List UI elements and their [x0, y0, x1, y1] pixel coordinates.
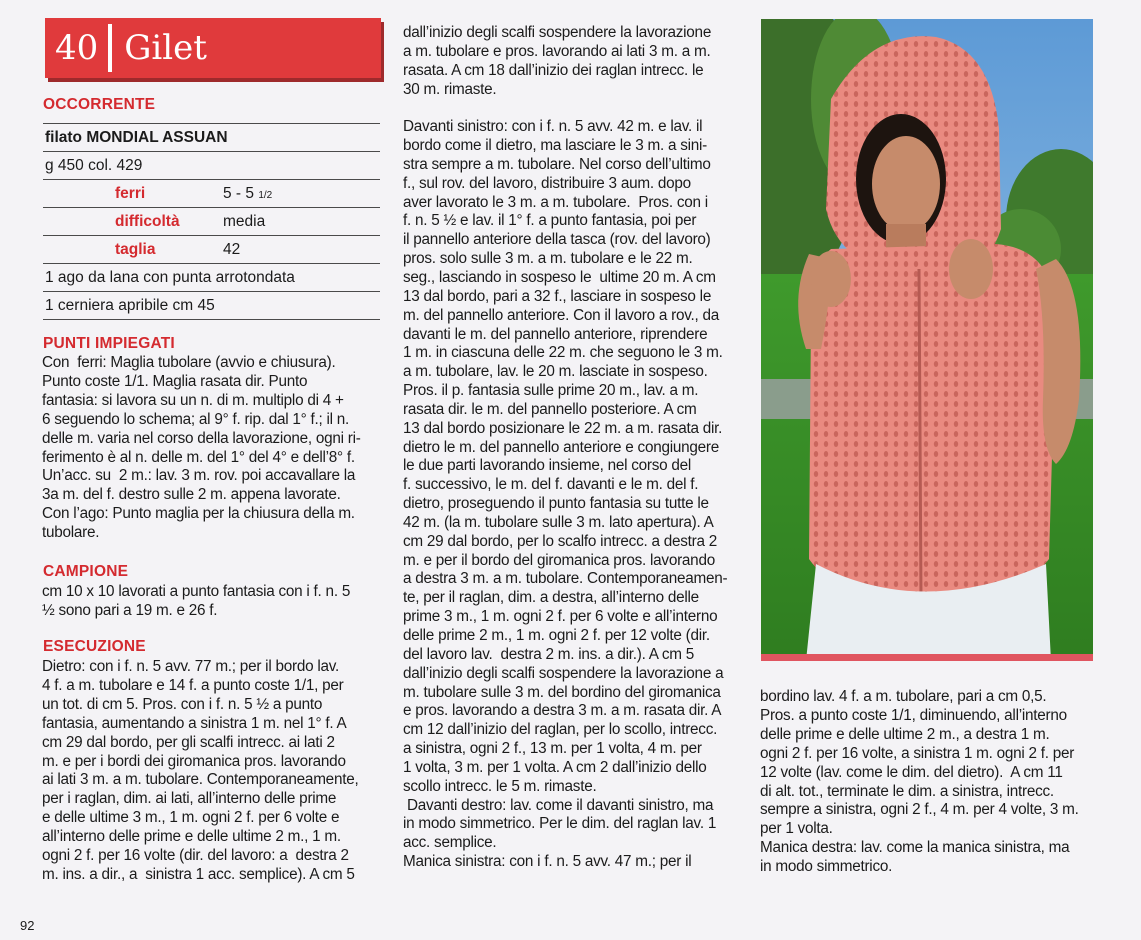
- ferri-value: 5 - 5 1/2: [223, 185, 273, 202]
- pattern-number: 40: [55, 28, 99, 68]
- yarn-amount-row: [43, 152, 380, 180]
- ferri-label: ferri: [115, 185, 146, 202]
- instructions-column-3: bordino lav. 4 f. a m. tubolare, pari a cm 0,5. Pros. a punto coste 1/1, diminuendo, all’interno delle prime e delle ultime 2 m., a destra 1 m. ogni 2 f. per 16 volte, a sinistra 1 m. ogni 2 f. per 12 volte (lav. come le dim. del dietro). A cm 11 di alt. tot., terminate le dim. a sinistra, intrecc. sempre a sinistra, ogni 2 f., 4 m. per 4 volte, 3 m. per 1 volta. Manica destra: lav. come la manica sinistra, ma in modo simmetrico.: [760, 688, 1079, 876]
- materials-row-difficolta: [43, 208, 380, 236]
- campione-heading: CAMPIONE: [43, 563, 129, 580]
- materials-extra-needle: 1 ago da lana con punta arrotondata: [43, 264, 380, 292]
- model-photo: [761, 19, 1093, 661]
- page-number: 92: [20, 918, 35, 933]
- photo-bottom-border: [761, 654, 1093, 661]
- esecuzione-heading: ESECUZIONE: [43, 638, 146, 655]
- taglia-label: taglia: [115, 241, 156, 258]
- yarn-name: MONDIAL ASSUAN: [86, 129, 228, 146]
- pattern-title-banner: [45, 18, 381, 78]
- difficolta-label: difficoltà: [115, 213, 180, 230]
- pattern-title: Gilet: [124, 28, 207, 68]
- yarn-amount: g 450 col. 429: [45, 157, 143, 174]
- difficolta-value: media: [223, 213, 266, 230]
- materials-row-ferri: [43, 180, 380, 208]
- punti-text: Con ferri: Maglia tubolare (avvio e chiusura). Punto coste 1/1. Maglia rasata dir. Punto fantasia: si lavora su un n. di m. multiplo di 4 + 6 seguendo lo schema; al 9° f. rip. dal 1° f.; il n. delle m. varia nel corso della lavorazione, ogni ri- ferimento è al n. delle m. del 1° del 4° e dell’8° f. Un’acc. su 2 m.: lav. 3 m. rov. poi accavallare la 3a m. del f. destro sulle 2 m. appena lavorate. Con l’ago: Punto maglia per la chiusura della m. tubolare.: [42, 354, 361, 542]
- occorrente-heading: OCCORRENTE: [43, 96, 156, 113]
- campione-text: cm 10 x 10 lavorati a punto fantasia con i f. n. 5 ½ sono pari a 19 m. e 26 f.: [42, 583, 351, 619]
- taglia-value: 42: [223, 241, 241, 258]
- materials-table: [43, 123, 380, 320]
- punti-heading: PUNTI IMPIEGATI: [43, 335, 175, 352]
- yarn-row: [43, 123, 380, 152]
- photo-illustration: [761, 19, 1093, 661]
- esecuzione-text: Dietro: con i f. n. 5 avv. 77 m.; per il bordo lav. 4 f. a m. tubolare e 14 f. a punto coste 1/1, per un tot. di cm 5. Pros. con i f. n. 5 ½ a punto fantasia, aumentando a sinistra 1 m. nel 1° f. A cm 29 dal bordo, per gli scalfi intrecc. ai lati 2 m. e per i bordi dei giromanica pros. lavorando ai lati 3 m. a m. tubolare. Contemporaneamente, per i raglan, dim. ai lati, all’interno delle prime e delle ultime 3 m., 1 m. ogni 2 f. per 6 volte e all’interno delle prime e delle ultime 2 m., 1 m. ogni 2 f. per 16 volte (dir. del lavoro: a destra 2 m. ins. a dir., a sinistra 1 acc. semplice). A cm 5: [42, 658, 359, 883]
- instructions-column-2: dall’inizio degli scalfi sospendere la lavorazione a m. tubolare e pros. lavorando ai lati 3 m. a m. rasata. A cm 18 dall’inizio dei raglan intrecc. le 30 m. rimaste. Davanti sinistro: con i f. n. 5 avv. 42 m. e lav. il bordo come il dietro, ma lasciare le 3 m. a sini- stra sempre a m. tubolare. Nel corso dell’ultimo f., sul rov. del lavoro, distribuire 3 aum. dopo aver lavorato le 3 m. a m. tubolare. Pros. con i f. n. 5 ½ e lav. il 1° f. a punto fantasia, poi per il pannello anteriore della tasca (rov. del lavoro) pros. solo sulle 3 m. a m. tubolare e le 22 m. seg., lasciando in sospeso le ultime 20 m. A cm 13 dal bordo, pari a 32 f., lasciare in sospeso le m. del pannello anteriore. Con il lavoro a rov., da davanti le m. del pannello anteriore, riprendere 1 m. in ciascuna delle 22 m. che seguono le 3 m. a m. tubolare, lav. le 20 m. lasciate in sospeso. Pros. il p. fantasia sulle prime 20 m., lav. a m. rasata dir. le m. del pannello posteriore. A cm 13 dal bordo posizionare le 22 m. a m. rasata dir. dietro le m. del pannello anteriore e congiungere le due parti lavorando insieme, nel corso del f. successivo, le m. del f. davanti e le m. del f. dietro, proseguendo il punto fantasia su tutte le 42 m. (la m. tubolare sulle 3 m. lato apertura). A cm 29 dal bordo, per lo scalfo intrecc. a destra 2 m. e per il bordo del giromanica pros. lavorando a destra 3 m. a m. tubolare. Contemporaneamen- te, per il raglan, dim. a destra, all’interno delle prime 3 m., 1 m. ogni 2 f. per 6 volte e all’interno delle prime 2 m., 1 m. ogni 2 f. per 12 volte (dir. del lavoro lav. destra 2 m. ins. a dir.). A cm 5 dall’inizio degli scalfi sospendere la lavorazione a m. tubolare sulle 3 m. del bordino del giromanica e pros. lavorando a destra 3 m. a m. rasata dir. A cm 12 dall’inizio del raglan, per lo scollo, intrecc. a sinistra, ogni 2 f., 13 m. per 1 volta, 4 m. per 1 volta, 3 m. per 1 volta. A cm 2 dall’inizio dello scollo intrecc. le 5 m. rimaste. Davanti destro: lav. come il davanti sinistro, ma in modo simmetrico. Per le dim. del raglan lav. 1 acc. semplice. Manica sinistra: con i f. n. 5 avv. 47 m.; per il: [403, 24, 728, 871]
- materials-extra-zipper: 1 cerniera apribile cm 45: [43, 292, 380, 320]
- materials-row-taglia: [43, 236, 380, 264]
- yarn-prefix: filato: [45, 129, 83, 146]
